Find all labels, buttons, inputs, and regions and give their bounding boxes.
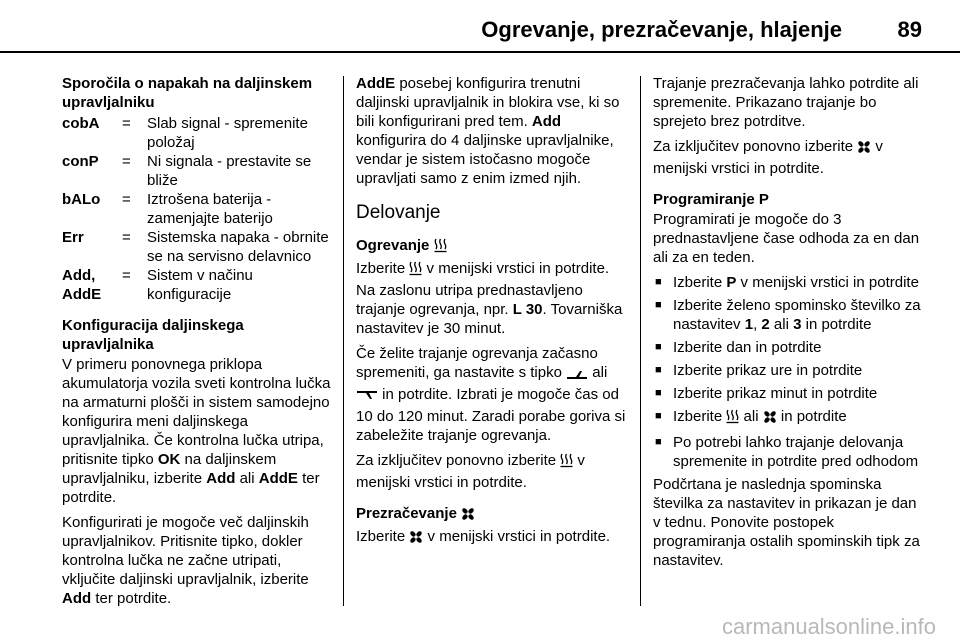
column-divider-2 (640, 76, 641, 606)
page-title: Ogrevanje, prezračevanje, hlajenje (481, 17, 842, 42)
subheading-heating: Ogrevanje (356, 236, 626, 258)
column-divider-1 (343, 76, 344, 606)
error-message-list (62, 114, 334, 304)
error-message-row (62, 190, 334, 228)
watermark-text: carmanualsonline.info (721, 614, 936, 639)
section-heading-configuration: Konfiguracija daljinskega upravljalnika (62, 317, 244, 353)
equals-sign: = (122, 153, 131, 170)
error-description: Ni signala - prestavite se bliže (147, 153, 312, 189)
error-code: Err (62, 229, 84, 246)
list-item: ■ Izberite dan in potrdite (655, 339, 822, 356)
ventilation-off-paragraph: Za izključitev ponovno izberite v menijski vrstici in potrdite. (653, 138, 883, 177)
list-item: ■ Izberite ali in potrdite (653, 407, 925, 429)
error-description: Slab signal - spremenite položaj (147, 115, 308, 151)
error-description: Iztrošena baterija - zamenjajte baterijo (147, 191, 273, 227)
subheading-ventilation: Prezračevanje (356, 504, 626, 526)
fan-icon (857, 140, 871, 159)
equals-sign: = (122, 115, 131, 132)
list-item: ■ Izberite prikaz ure in potrdite (655, 362, 863, 379)
error-code: cobA (62, 115, 100, 132)
equals-sign: = (122, 191, 131, 208)
memory-note-paragraph: Podčrtana je naslednja spominska številka za nastavitev in prikazan je dan v tednu. Ponovite postopek programiranja ostalih spominskih tipk za nastavitev. (653, 476, 920, 569)
error-description: Sistem v načinu konfiguracije (147, 267, 253, 303)
heating-waves-icon (409, 261, 422, 281)
configuration-paragraph-2: Konfigurirati je mogoče več daljinskih upravljalnikov. Pritisnite tipko, dokler kontrolna lučka ne začne utripati, vključite daljinski upravljalnik, izberite Add ter potrdite. (62, 514, 309, 607)
list-item: ■ Po potrebi lahko trajanje delovanja spremenite in potrdite pred odhodom (655, 434, 919, 470)
error-message-row (62, 152, 334, 190)
error-message-row (62, 114, 334, 152)
programming-paragraph: Programirati je mogoče do 3 prednastavljene čase odhoda za en dan ali za en teden. (653, 211, 920, 266)
fan-icon (763, 410, 777, 429)
column-right (653, 74, 925, 576)
ventilation-paragraph: Izberite v menijski vrstici in potrdite. (356, 527, 626, 549)
heating-waves-icon (560, 453, 573, 473)
heating-paragraph-2: Če želite trajanje ogrevanja začasno spremeniti, ga nastavite s tipko ali in potrdite. Izbrati je mogoče čas od 10 do 120 minut. Zaradi porabe goriva si zabeležite trajanje ogrevanja. (356, 345, 626, 444)
list-item: ■ Izberite prikaz minut in potrdite (655, 385, 878, 402)
error-code: bALo (62, 191, 101, 208)
list-item: ■ Izberite P v menijski vrstici in potrdite (655, 274, 919, 291)
error-message-row (62, 266, 334, 304)
equals-sign: = (122, 229, 131, 246)
header-divider (0, 51, 960, 53)
adde-paragraph: AddE posebej konfigurira trenutni daljinski upravljalnik in blokira vse, ki so bili konfigurirani pred tem. Add konfigurira do 4 daljinske upravljalnike, vendar je sistem istočasno mogoče upravljati samo z enim izmed njih. (356, 75, 620, 187)
bullet-square-icon: ■ (655, 276, 662, 288)
subheading-programming: Programiranje P (653, 191, 769, 208)
column-left (62, 74, 334, 614)
fan-icon (409, 530, 423, 549)
heating-paragraph-1: Izberite v menijski vrstici in potrdite. Na zaslonu utripa prednastavljeno trajanje ogrevanja, npr. L 30. Tovarniška nastavitev je 30 minut. (356, 260, 623, 337)
error-code: Add, AddE (62, 267, 102, 303)
arrow-minus-icon (566, 366, 588, 385)
ventilation-duration-paragraph: Trajanje prezračevanja lahko potrdite ali spremenite. Prikazano trajanje bo sprejeto brez potrditve. (653, 75, 919, 130)
fan-icon (461, 507, 475, 526)
equals-sign: = (122, 267, 131, 284)
page-header (0, 0, 960, 50)
bullet-square-icon: ■ (655, 436, 662, 448)
heating-paragraph-3: Za izključitev ponovno izberite v menijski vrstici in potrdite. (356, 452, 585, 491)
bullet-square-icon: ■ (655, 364, 662, 376)
configuration-paragraph-1: V primeru ponovnega priklopa akumulatorja vozila sveti kontrolna lučka na armaturni plošči in sistem samodejno konfigurira meni daljinskega upravljalnika. Če kontrolna lučka utripa, pritisnite tipko OK na daljinskem upravljalniku, izberite Add ali AddE ter potrdite. (62, 356, 331, 506)
arrow-plus-icon (356, 388, 378, 407)
column-middle (356, 74, 626, 555)
heating-waves-icon (726, 409, 739, 429)
error-code: conP (62, 153, 99, 170)
programming-steps (653, 273, 925, 471)
error-description: Sistemska napaka - obrnite se na servisno delavnico (147, 229, 329, 265)
section-heading-error-messages: Sporočila o napakah na daljinskem upravljalniku (62, 75, 313, 111)
heating-waves-icon (434, 238, 447, 258)
section-heading-operation: Delovanje (356, 202, 441, 223)
bullet-square-icon: ■ (655, 387, 662, 399)
bullet-square-icon: ■ (655, 410, 662, 422)
error-message-row (62, 228, 334, 266)
page-number: 89 (897, 17, 922, 42)
list-item: ■ Izberite želeno spominsko številko za nastavitev 1, 2 ali 3 in potrdite (655, 297, 921, 333)
bullet-square-icon: ■ (655, 299, 662, 311)
bullet-square-icon: ■ (655, 341, 662, 353)
